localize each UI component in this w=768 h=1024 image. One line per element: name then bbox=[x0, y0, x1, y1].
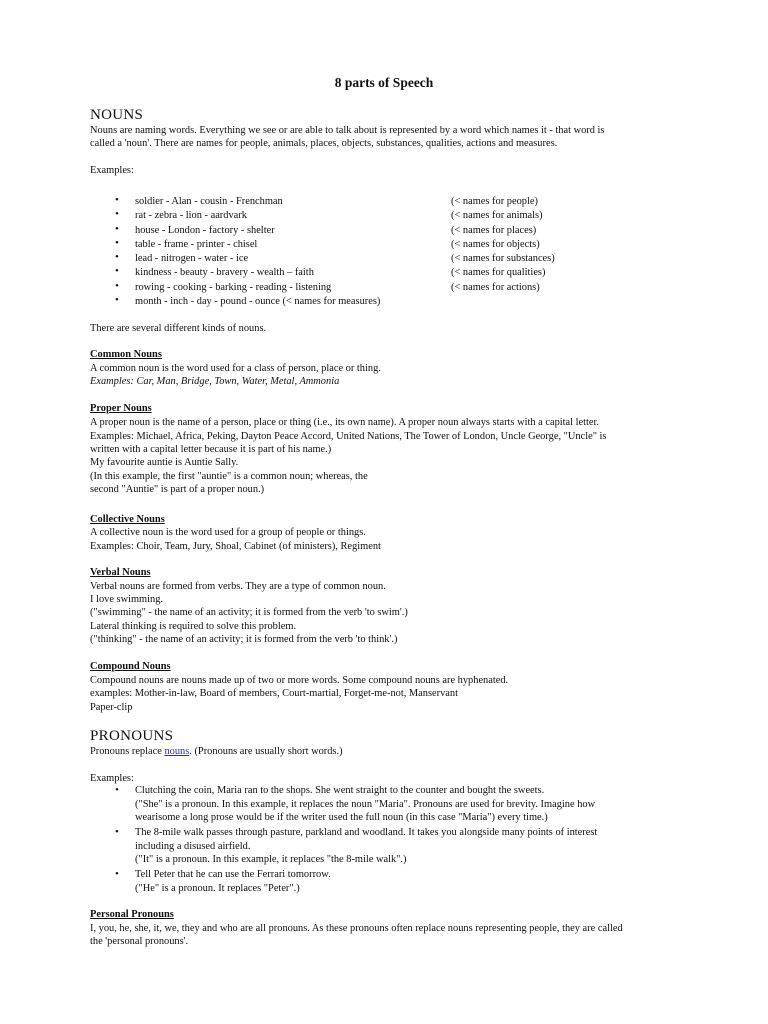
nouns-heading: NOUNS bbox=[90, 107, 144, 123]
list-item bbox=[90, 238, 690, 252]
example-words: rowing - cooking - barking - reading - listening bbox=[135, 281, 332, 293]
proper-nouns-line: A proper noun is the name of a person, place or thing (i.e., its own name). A proper noun always starts with a capital letter. bbox=[90, 417, 600, 428]
bullet-icon: • bbox=[115, 236, 119, 249]
bullet-icon: • bbox=[115, 279, 119, 292]
personal-pronouns-line: I, you, he, she, it, we, they and who are all pronouns. As these pronouns often replace nouns representing people, they are called bbox=[90, 923, 623, 934]
personal-pronouns-line: the 'personal pronouns'. bbox=[90, 936, 189, 947]
list-item bbox=[90, 295, 690, 309]
list-item bbox=[90, 209, 690, 223]
example-note: (< names for animals) bbox=[451, 210, 543, 222]
nouns-link[interactable]: nouns bbox=[164, 746, 190, 757]
bullet-icon: • bbox=[115, 208, 119, 221]
proper-nouns-line: My favourite auntie is Auntie Sally. bbox=[90, 457, 239, 468]
example-line: Tell Peter that he can use the Ferrari tomorrow. bbox=[135, 869, 331, 880]
list-item bbox=[90, 784, 690, 826]
verbal-nouns-line: I love swimming. bbox=[90, 594, 164, 605]
bullet-icon: • bbox=[115, 826, 119, 838]
example-line: ("She" is a pronoun. In this example, it replaces the noun "Maria". Pronouns are used for brevity. Imagine how bbox=[135, 798, 596, 810]
document-title: 8 parts of Speech bbox=[334, 75, 434, 90]
proper-nouns-heading: Proper Nouns bbox=[90, 403, 152, 414]
bullet-icon: • bbox=[115, 294, 119, 307]
example-words: lead - nitrogen - water - ice bbox=[135, 253, 249, 265]
pronouns-heading: PRONOUNS bbox=[90, 728, 174, 744]
verbal-nouns-line: ("swimming" - the name of an activity; it is formed from the verb 'to swim'.) bbox=[90, 607, 408, 618]
verbal-nouns-line: ("thinking" - the name of an activity; it is formed from the verb 'to think'.) bbox=[90, 634, 398, 645]
example-line: including a disused airfield. bbox=[135, 840, 251, 852]
example-words: house - London - factory - shelter bbox=[135, 224, 275, 236]
pronouns-intro bbox=[90, 745, 343, 759]
proper-nouns-line: Examples: Michael, Africa, Peking, Dayton Peace Accord, United Nations, The Tower of London, Uncle George, "Uncle" is bbox=[90, 431, 607, 442]
bullet-icon: • bbox=[115, 194, 119, 206]
pronouns-intro-text: . (Pronouns are usually short words.) bbox=[189, 746, 343, 757]
example-note: (< names for people) bbox=[451, 196, 538, 207]
proper-nouns-line: (In this example, the first "auntie" is a common noun; whereas, the bbox=[90, 471, 368, 482]
example-line: ("He" is a pronoun. It replaces "Peter".) bbox=[135, 882, 300, 894]
bullet-icon: • bbox=[115, 868, 119, 880]
proper-nouns-line: second "Auntie" is part of a proper noun.) bbox=[90, 484, 265, 495]
proper-nouns-line: written with a capital letter because it is part of his name.) bbox=[90, 444, 332, 455]
example-line: Clutching the coin, Maria ran to the shops. She went straight to the counter and bought the sweets. bbox=[135, 785, 545, 796]
noun-examples-list bbox=[90, 195, 690, 309]
common-nouns-line: A common noun is the word used for a class of person, place or thing. bbox=[90, 363, 381, 374]
verbal-nouns-heading: Verbal Nouns bbox=[90, 567, 151, 578]
verbal-nouns-line: Verbal nouns are formed from verbs. They are a type of common noun. bbox=[90, 581, 386, 592]
list-item bbox=[90, 224, 690, 238]
common-nouns-heading: Common Nouns bbox=[90, 349, 162, 360]
verbal-nouns-line: Lateral thinking is required to solve this problem. bbox=[90, 621, 297, 632]
list-item bbox=[90, 868, 690, 896]
compound-nouns-line: Compound nouns are nouns made up of two or more words. Some compound nouns are hyphenated. bbox=[90, 675, 509, 686]
bullet-icon: • bbox=[115, 265, 119, 278]
list-item bbox=[90, 266, 690, 280]
example-words: month - inch - day - pound - ounce (< names for measures) bbox=[135, 296, 381, 308]
collective-nouns-heading: Collective Nouns bbox=[90, 514, 165, 525]
example-note: (< names for substances) bbox=[451, 253, 555, 265]
example-note: (< names for qualities) bbox=[451, 267, 546, 279]
example-line: ("It" is a pronoun. In this example, it replaces "the 8-mile walk".) bbox=[135, 854, 407, 866]
compound-nouns-line: examples: Mother-in-law, Board of members, Court-martial, Forget-me-not, Manservant bbox=[90, 688, 458, 699]
pronouns-examples-label: Examples: bbox=[90, 773, 134, 784]
pronouns-intro-text: Pronouns replace bbox=[90, 746, 165, 757]
compound-nouns-heading: Compound Nouns bbox=[90, 661, 171, 672]
example-words: rat - zebra - lion - aardvark bbox=[135, 210, 247, 222]
bullet-icon: • bbox=[115, 784, 119, 796]
example-words: soldier - Alan - cousin - Frenchman bbox=[135, 196, 283, 207]
example-note: (< names for actions) bbox=[451, 281, 540, 293]
pronoun-examples-list bbox=[90, 784, 690, 896]
list-item bbox=[90, 826, 690, 868]
example-line: The 8-mile walk passes through pasture, parkland and woodland. It takes you alongside many points of interest bbox=[135, 827, 598, 838]
list-item bbox=[90, 281, 690, 295]
example-note: (< names for objects) bbox=[451, 238, 540, 250]
example-words: table - frame - printer - chisel bbox=[135, 238, 258, 250]
bullet-icon: • bbox=[115, 251, 119, 264]
compound-nouns-line: Paper-clip bbox=[90, 702, 133, 713]
example-line: wearisome a long prose would be if the writer used the full noun (in this case "Maria") every time.) bbox=[135, 812, 548, 824]
nouns-intro-line-1: Nouns are naming words. Everything we see or are able to talk about is represented by a word which names it - that word is bbox=[90, 125, 605, 136]
list-item bbox=[90, 252, 690, 266]
nouns-intro-line-2: called a 'noun'. There are names for people, animals, places, objects, substances, qualities, actions and measures. bbox=[90, 138, 558, 149]
bullet-icon: • bbox=[115, 222, 119, 235]
personal-pronouns-heading: Personal Pronouns bbox=[90, 909, 174, 920]
example-words: kindness - beauty - bravery - wealth – faith bbox=[135, 267, 314, 279]
collective-nouns-line: Examples: Choir, Team, Jury, Shoal, Cabinet (of ministers), Regiment bbox=[90, 541, 381, 552]
collective-nouns-line: A collective noun is the word used for a group of people or things. bbox=[90, 527, 366, 538]
example-note: (< names for places) bbox=[451, 224, 537, 236]
list-item bbox=[90, 195, 690, 209]
nouns-examples-label: Examples: bbox=[90, 165, 134, 176]
nouns-kinds-text: There are several different kinds of nouns. bbox=[90, 323, 267, 334]
common-nouns-examples: Examples: Car, Man, Bridge, Town, Water, Metal, Ammonia bbox=[90, 376, 340, 387]
